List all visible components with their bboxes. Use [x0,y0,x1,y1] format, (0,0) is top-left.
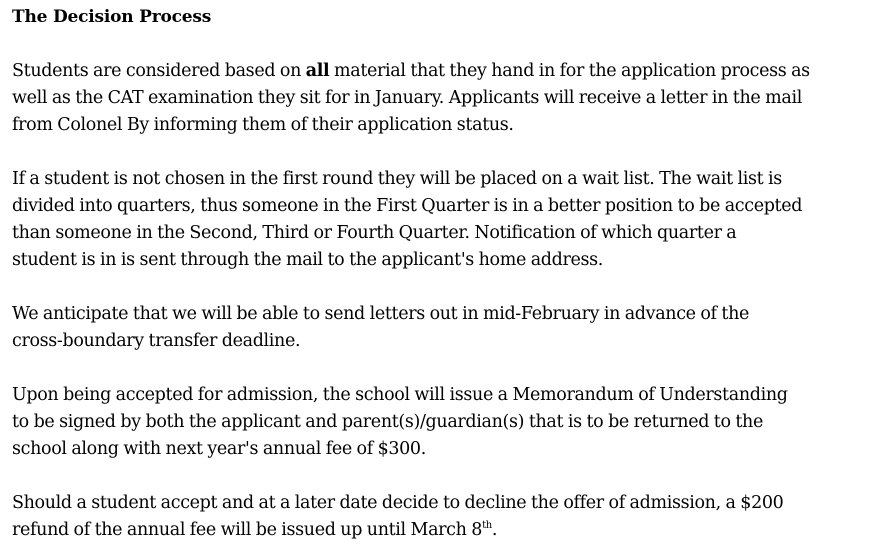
text-run: Students are considered based on [12,61,306,81]
ordinal-suffix: th [482,520,492,532]
paragraph-consideration [12,58,862,139]
emphasis-all: all [305,61,330,81]
paragraph-line: to be signed by both the applicant and parent(s)/guardian(s) that is to be returned to the [12,412,763,432]
paragraph-letters-timing [12,301,862,355]
paragraph-line: than someone in the Second, Third or Fourth Quarter. Notification of which quarter a [12,223,737,243]
paragraph-line: Upon being accepted for admission, the school will issue a Memorandum of Understanding [12,385,788,405]
paragraph-line: divided into quarters, thus someone in the First Quarter is in a better position to be accepted [12,196,803,216]
paragraph-line: well as the CAT examination they sit for in January. Applicants will receive a letter in the mail [12,88,802,108]
paragraph-line: student is in is sent through the mail to the applicant's home address. [12,250,603,270]
paragraph-line: from Colonel By informing them of their application status. [12,115,514,135]
paragraph-refund [12,490,862,544]
paragraph-line: school along with next year's annual fee of $300. [12,439,426,459]
document-page [12,5,862,544]
text-run: . [491,520,498,540]
paragraph-line: We anticipate that we will be able to send letters out in mid-February in advance of the [12,304,750,324]
paragraph-line: If a student is not chosen in the first round they will be placed on a wait list. The wait list is [12,169,782,189]
paragraph-line [12,517,862,544]
paragraph-wait-list [12,166,862,274]
paragraph-memorandum [12,382,862,463]
page-title: The Decision Process [12,7,212,27]
paragraph-line [12,58,862,85]
paragraph-line: Should a student accept and at a later date decide to decline the offer of admission, a $200 [12,493,784,513]
text-run: refund of the annual fee will be issued up until March 8 [12,520,483,540]
text-run: material that they hand in for the application process as [329,61,810,81]
paragraph-line: cross-boundary transfer deadline. [12,331,301,351]
